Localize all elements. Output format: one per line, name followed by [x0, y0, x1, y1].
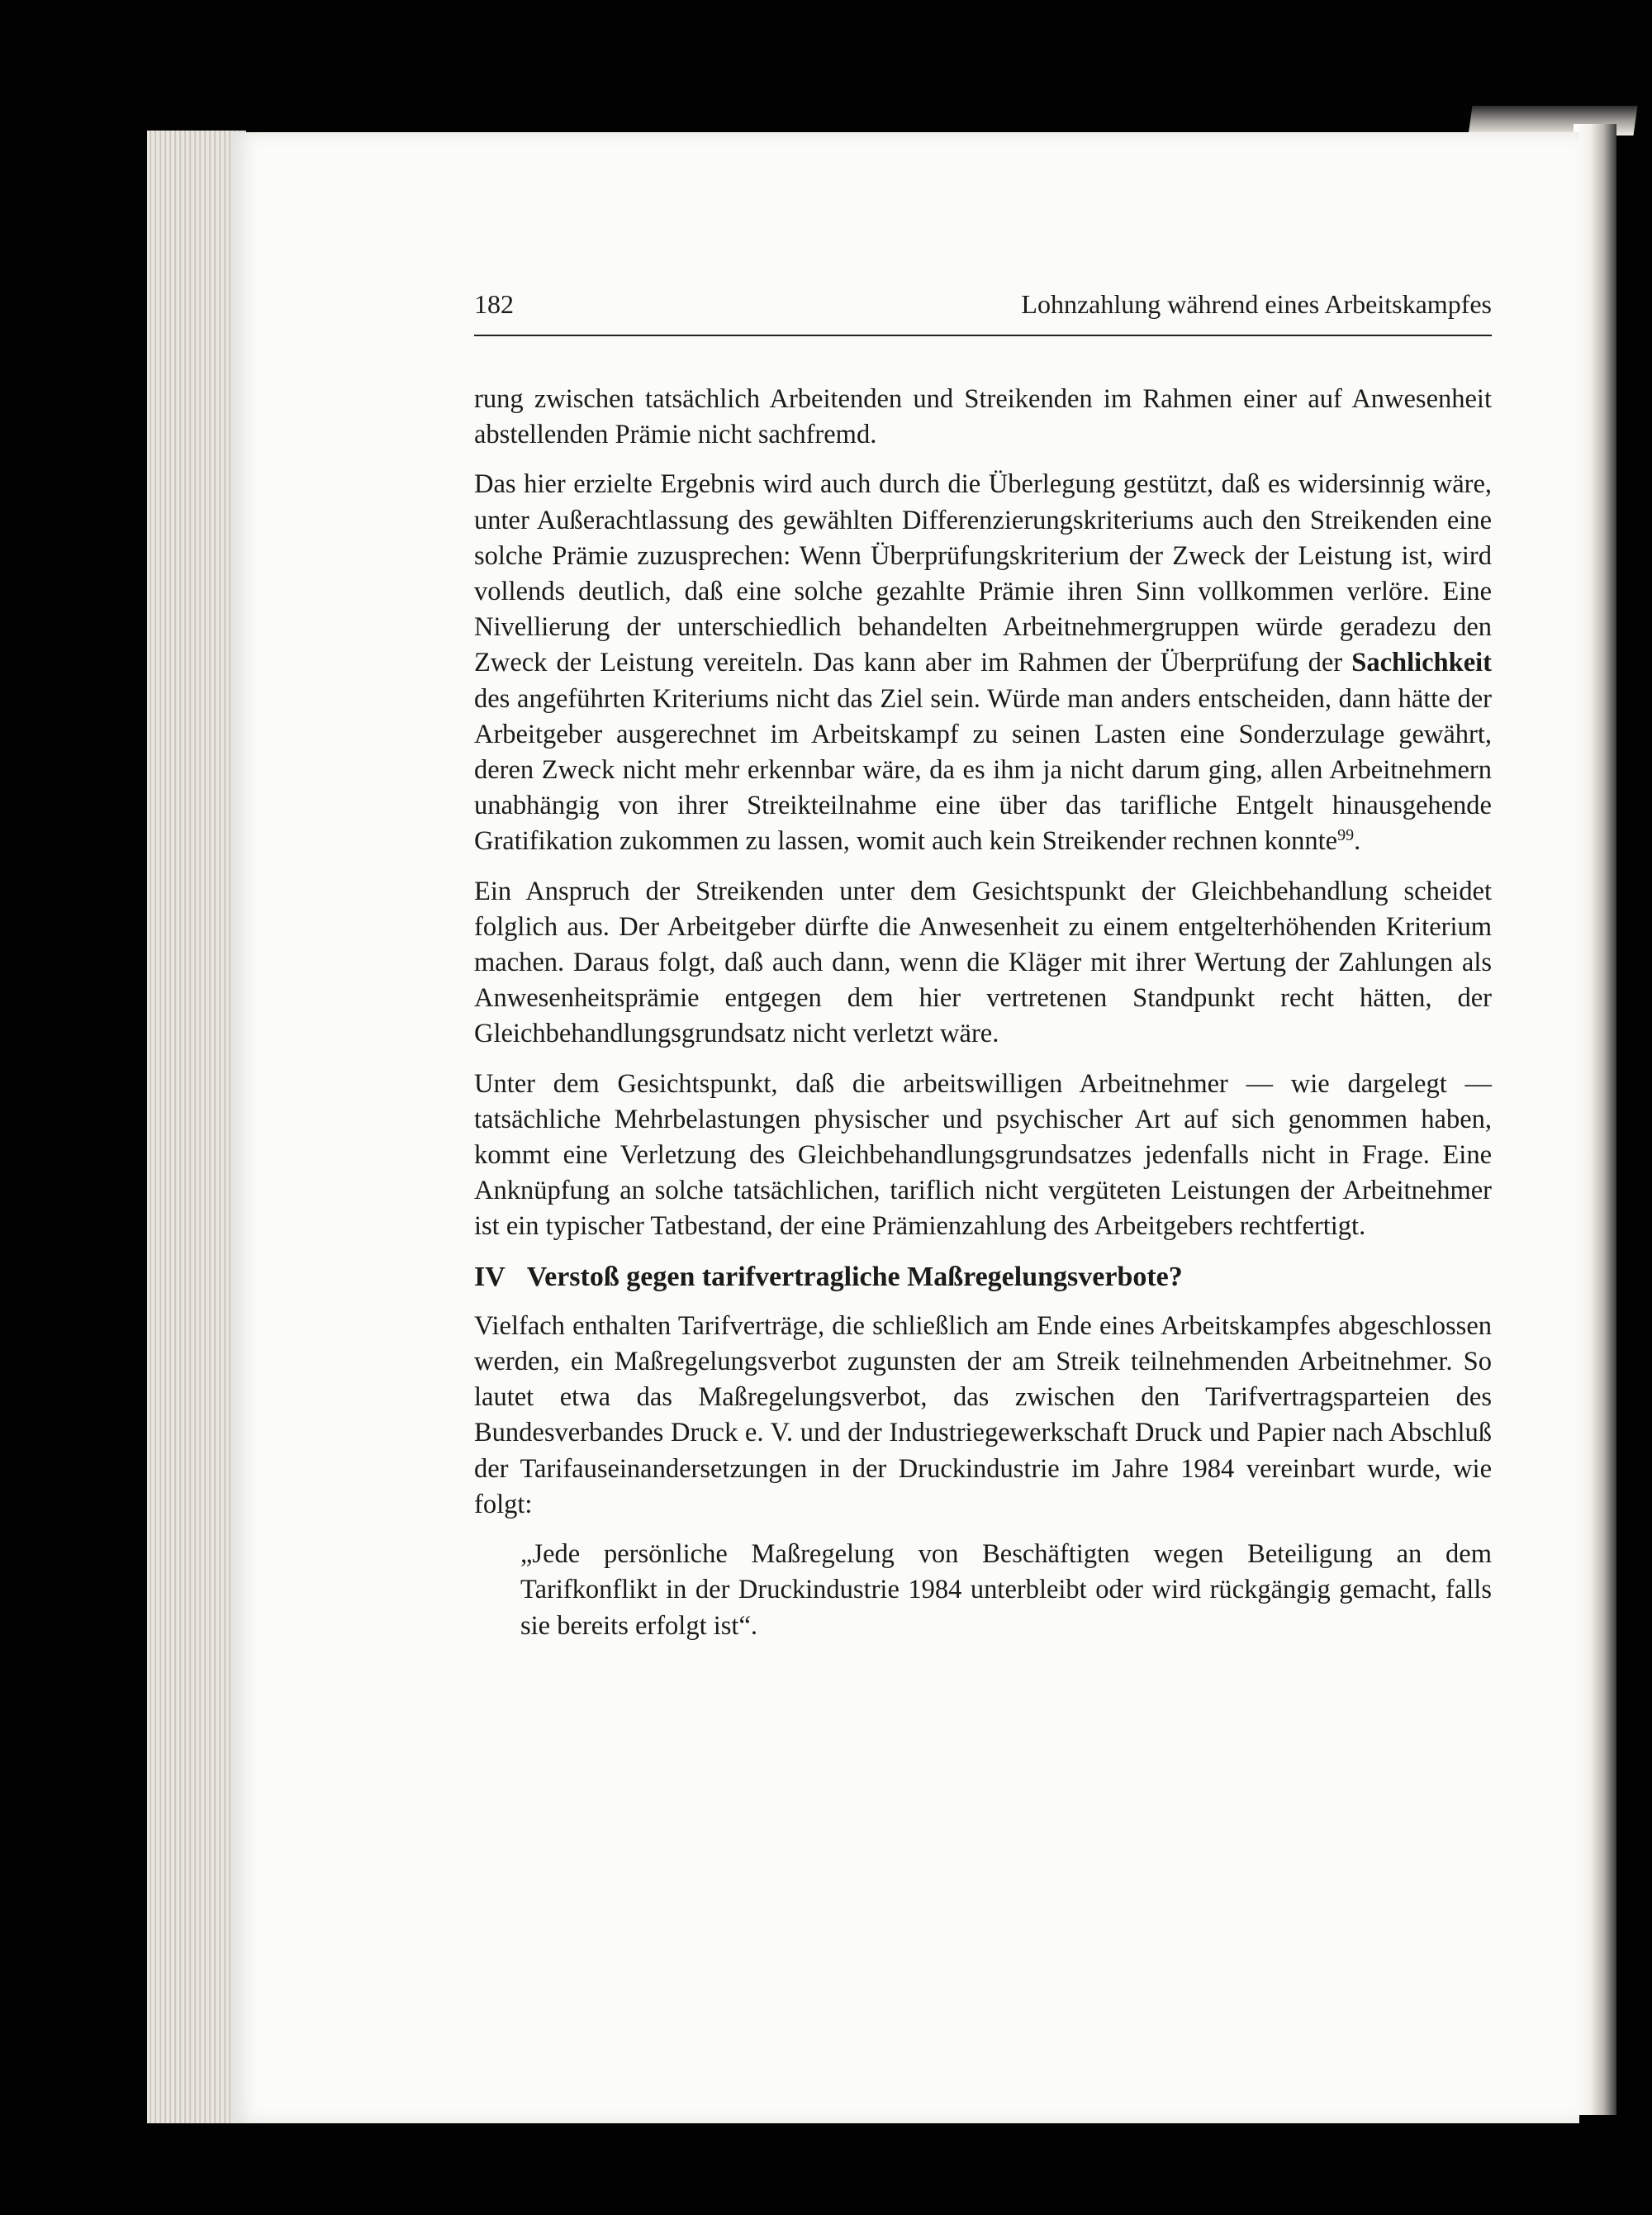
paragraph-1: rung zwischen tatsächlich Arbeitenden und Streikenden im Rahmen einer auf Anwesenheit abstellenden Prämie nicht sachfremd.: [474, 384, 1492, 450]
paragraph-2-end: .: [1354, 826, 1361, 857]
paragraph-2-text-after: des angeführten Kriteriums nicht das Ziel sein. Würde man anders entscheiden, dann hätte der Arbeitgeber ausgerechnet im Arbeitskampf zu seinen Lasten eine Sonderzulage gewährt, deren Zweck nicht mehr erkennbar wäre, da es ihm ja nicht darum ging, allen Arbeitnehmern unabhängig von ihrer Streikteilnahme eine über das tarifliche Entgelt hinausgehende Gratifikation zukommen zu lassen, womit auch kein Streikender rechnen konnte: [474, 683, 1492, 857]
book-right-edge: [1574, 124, 1616, 2115]
footnote-reference: 99: [1337, 826, 1355, 845]
page-number: 182: [474, 289, 514, 319]
paragraph-2-text-before: Das hier erzielte Ergebnis wird auch durch die Überlegung gestützt, daß es widersinnig wäre, unter Außerachtlassung des gewählten Differenzierungskriteriums auch den Streikenden eine solche Prämie zuzusprechen: Wenn Überprüfungskriterium der Zweck der Leistung ist, wird vollends deutlich, daß eine solche gezahlte Prämie ihren Sinn vollkommen verlöre. Eine Nivellierung der unterschiedlich behandelten Arbeitnehmergruppen würde geradezu den Zweck der Leistung vereiteln. Das kann aber im Rahmen der Überprüfung der: [474, 469, 1492, 678]
section-title: Verstoß gegen tarifvertragliche Maßregelungsverbote?: [526, 1261, 1183, 1292]
block-quote: „Jede persönliche Maßregelung von Beschäftigten wegen Beteiligung an dem Tarifkonflikt in der Druckindustrie 1984 unterbleibt oder wird rückgängig gemacht, falls sie bereits erfolgt ist“.: [520, 1539, 1492, 1641]
paragraph-4: Unter dem Gesichtspunkt, daß die arbeitswilligen Arbeitnehmer — wie dargelegt — tatsächliche Mehrbelastungen physischer und psychischer Art auf sich genommen haben, kommt eine Verletzung des Gleichbehandlungsgrundsatzes jedenfalls nicht in Frage. Eine Anknüpfung an solche tatsächlichen, tariflich nicht vergüteten Leistungen der Arbeitnehmer ist ein typischer Tatbestand, der eine Prämienzahlung des Arbeitgebers rechtfertigt.: [474, 1068, 1492, 1242]
running-title: Lohnzahlung während eines Arbeitskampfes: [1021, 289, 1492, 319]
emphasized-term: Sachlichkeit: [1351, 648, 1492, 678]
section-number: IV: [474, 1261, 506, 1292]
page-body: [474, 382, 1492, 1644]
page-header: [474, 285, 1492, 336]
paragraph-5: Vielfach enthalten Tarifverträge, die schließlich am Ende eines Arbeitskampfes abgeschlossen werden, ein Maßregelungsverbot zugunsten der am Streik teilnehmenden Arbeitnehmer. So lautet etwa das Maßregelungsverbot, das zwischen den Tarifvertragsparteien des Bundesverbandes Druck e. V. und der Industriegewerkschaft Druck und Papier nach Abschluß der Tarifauseinandersetzungen in der Druckindustrie im Jahre 1984 vereinbart wurde, wie folgt:: [474, 1310, 1492, 1519]
paragraph-2: [474, 467, 1492, 859]
paragraph-3: Ein Anspruch der Streikenden unter dem Gesichtspunkt der Gleichbehandlung scheidet folglich aus. Der Arbeitgeber dürfte die Anwesenheit zu einem entgelterhöhenden Kriterium machen. Daraus folgt, daß auch dann, wenn die Kläger mit ihrer Wertung der Zahlungen als Anwesenheitsprämie entgegen dem hier vertretenen Standpunkt recht hätten, der Gleichbehandlungsgrundsatz nicht verletzt wäre.: [474, 876, 1492, 1049]
section-heading: [474, 1259, 1492, 1295]
